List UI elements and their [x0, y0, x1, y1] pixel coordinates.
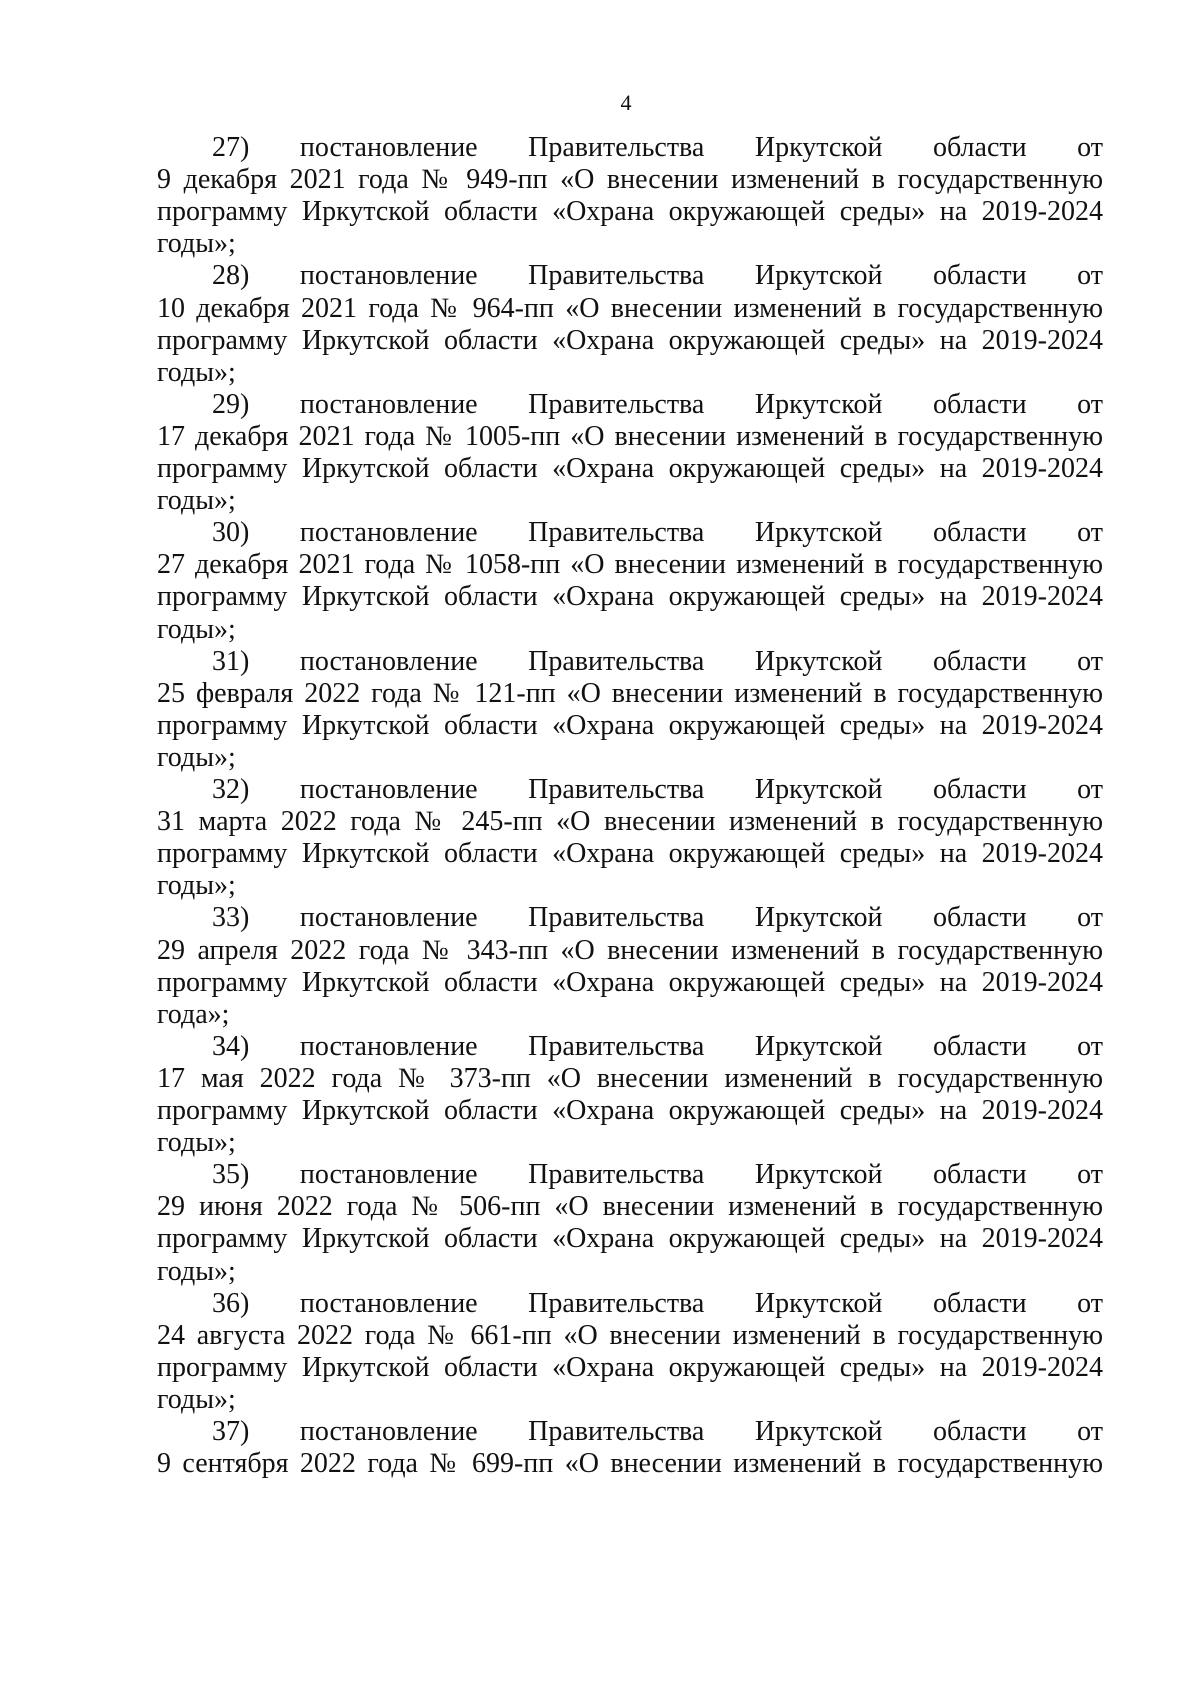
list-item-line: программу Иркутской области «Охрана окружающей среды» на 2019-2024	[157, 1095, 1103, 1126]
list-item-line: годы»;	[157, 870, 236, 901]
list-item-line: года»;	[157, 999, 230, 1030]
list-item-line: 29 июня 2022 года № 506-пп «О внесении изменений в государственную	[157, 1191, 1103, 1222]
list-item-first-line: 34) постановление Правительства Иркутской области от	[212, 1031, 1103, 1062]
list-item-line: годы»;	[157, 357, 236, 388]
list-item-line: 10 декабря 2021 года № 964-пп «О внесении изменений в государственную	[157, 293, 1103, 324]
list-item-first-line: 32) постановление Правительства Иркутской области от	[212, 774, 1103, 805]
list-item-line: программу Иркутской области «Охрана окружающей среды» на 2019-2024	[157, 325, 1103, 356]
list-item-first-line: 36) постановление Правительства Иркутской области от	[212, 1288, 1103, 1319]
list-item-line: 24 августа 2022 года № 661-пп «О внесении изменений в государственную	[157, 1320, 1103, 1351]
list-item-first-line: 28) постановление Правительства Иркутской области от	[212, 260, 1103, 291]
list-item-line: годы»;	[157, 1127, 236, 1158]
list-item-line: 25 февраля 2022 года № 121-пп «О внесении изменений в государственную	[157, 678, 1103, 709]
list-item-line: годы»;	[157, 485, 236, 516]
list-item-first-line: 33) постановление Правительства Иркутской области от	[212, 902, 1103, 933]
list-item-line: годы»;	[157, 1384, 236, 1415]
list-item-line: 9 декабря 2021 года № 949-пп «О внесении изменений в государственную	[157, 164, 1103, 195]
list-item-line: годы»;	[157, 742, 236, 773]
list-item-line: 31 марта 2022 года № 245-пп «О внесении изменений в государственную	[157, 806, 1103, 837]
list-item-line: программу Иркутской области «Охрана окружающей среды» на 2019-2024	[157, 581, 1103, 612]
list-item-line: 17 мая 2022 года № 373-пп «О внесении изменений в государственную	[157, 1063, 1103, 1094]
list-item-first-line: 29) постановление Правительства Иркутской области от	[212, 389, 1103, 420]
list-item-line: программу Иркутской области «Охрана окружающей среды» на 2019-2024	[157, 1352, 1103, 1383]
list-item-line: программу Иркутской области «Охрана окружающей среды» на 2019-2024	[157, 196, 1103, 227]
list-item-line: годы»;	[157, 614, 236, 645]
list-item-first-line: 27) постановление Правительства Иркутской области от	[212, 132, 1103, 163]
list-item-line: программу Иркутской области «Охрана окружающей среды» на 2019-2024	[157, 453, 1103, 484]
list-item-line: 29 апреля 2022 года № 343-пп «О внесении изменений в государственную	[157, 935, 1103, 966]
list-item-first-line: 37) постановление Правительства Иркутской области от	[212, 1416, 1103, 1447]
list-item-line: 9 сентября 2022 года № 699-пп «О внесении изменений в государственную	[157, 1448, 1103, 1479]
list-item-line: 27 декабря 2021 года № 1058-пп «О внесении изменений в государственную	[157, 549, 1103, 580]
list-item-line: 17 декабря 2021 года № 1005-пп «О внесении изменений в государственную	[157, 421, 1103, 452]
page-number: 4	[620, 90, 632, 115]
list-item-first-line: 31) постановление Правительства Иркутской области от	[212, 646, 1103, 677]
list-item-line: программу Иркутской области «Охрана окружающей среды» на 2019-2024	[157, 1223, 1103, 1254]
list-item-line: годы»;	[157, 1256, 236, 1287]
list-item-line: программу Иркутской области «Охрана окружающей среды» на 2019-2024	[157, 967, 1103, 998]
list-item-first-line: 30) постановление Правительства Иркутской области от	[212, 517, 1103, 548]
list-item-first-line: 35) постановление Правительства Иркутской области от	[212, 1159, 1103, 1190]
list-item-line: годы»;	[157, 228, 236, 259]
list-item-line: программу Иркутской области «Охрана окружающей среды» на 2019-2024	[157, 838, 1103, 869]
list-item-line: программу Иркутской области «Охрана окружающей среды» на 2019-2024	[157, 710, 1103, 741]
